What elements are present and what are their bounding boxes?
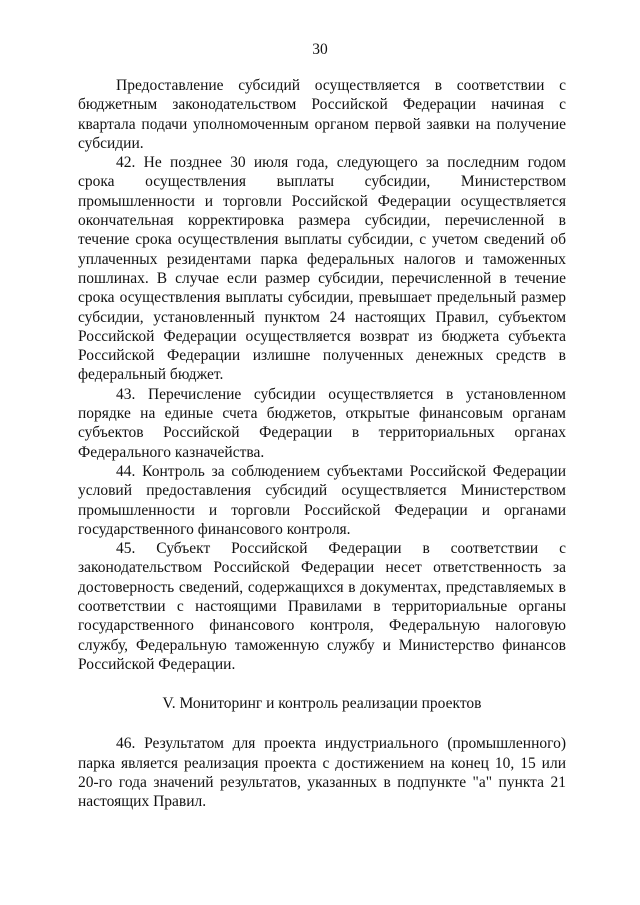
page-number: 30	[312, 41, 328, 58]
document-body	[78, 76, 566, 811]
paragraph-42: 42. Не позднее 30 июля года, следующего за последним годом срока осуществления выплаты субсидии, Министерством промышленности и торговли Российской Федерации осуществляется окончательная корректировка размера субсидии, перечисленной в течение срока осуществления выплаты субсидии, с учетом сведений об уплаченных резидентами парка федеральных налогов и таможенных пошлинах. В случае если размер субсидии, перечисленной в течение срока осуществления выплаты субсидии, превышает предельный размер субсидии, установленный пунктом 24 настоящих Правил, субъектом Российской Федерации осуществляется возврат из бюджета субъекта Российской Федерации излишне полученных денежных средств в федеральный бюджет.	[78, 154, 566, 384]
paragraph-43: 43. Перечисление субсидии осуществляется в установленном порядке на единые счета бюджетов, открытые финансовым органам субъектов Российской Федерации в территориальных органах Федерального казначейства.	[78, 385, 566, 461]
section-title: V. Мониторинг и контроль реализации проектов	[162, 695, 482, 713]
paragraph-45: 45. Субъект Российской Федерации в соответствии с законодательством Российской Федерации несет ответственность за достоверность сведений, содержащихся в документах, представляемых в соответствии с настоящими Правилами в территориальные органы государственного финансового контроля, Федеральную налоговую службу, Федеральную таможенную службу и Министерство финансов Российской Федерации.	[78, 540, 566, 673]
paragraph-subsidy-provision: Предоставление субсидий осуществляется в соответствии с бюджетным законодательством Российской Федерации начиная с квартала подачи уполномоченным органом первой заявки на получение субсидии.	[78, 77, 566, 152]
paragraph-44: 44. Контроль за соблюдением субъектами Российской Федерации условий предоставления субсидий осуществляется Министерством промышленности и торговли Российской Федерации и органами государственного финансового контроля.	[78, 462, 566, 538]
paragraph-46: 46. Результатом для проекта индустриального (промышленного) парка является реализация проекта с достижением на конец 10, 15 или 20-го года значений результатов, указанных в подпункте "а" пункта 21 настоящих Правил.	[78, 735, 566, 811]
